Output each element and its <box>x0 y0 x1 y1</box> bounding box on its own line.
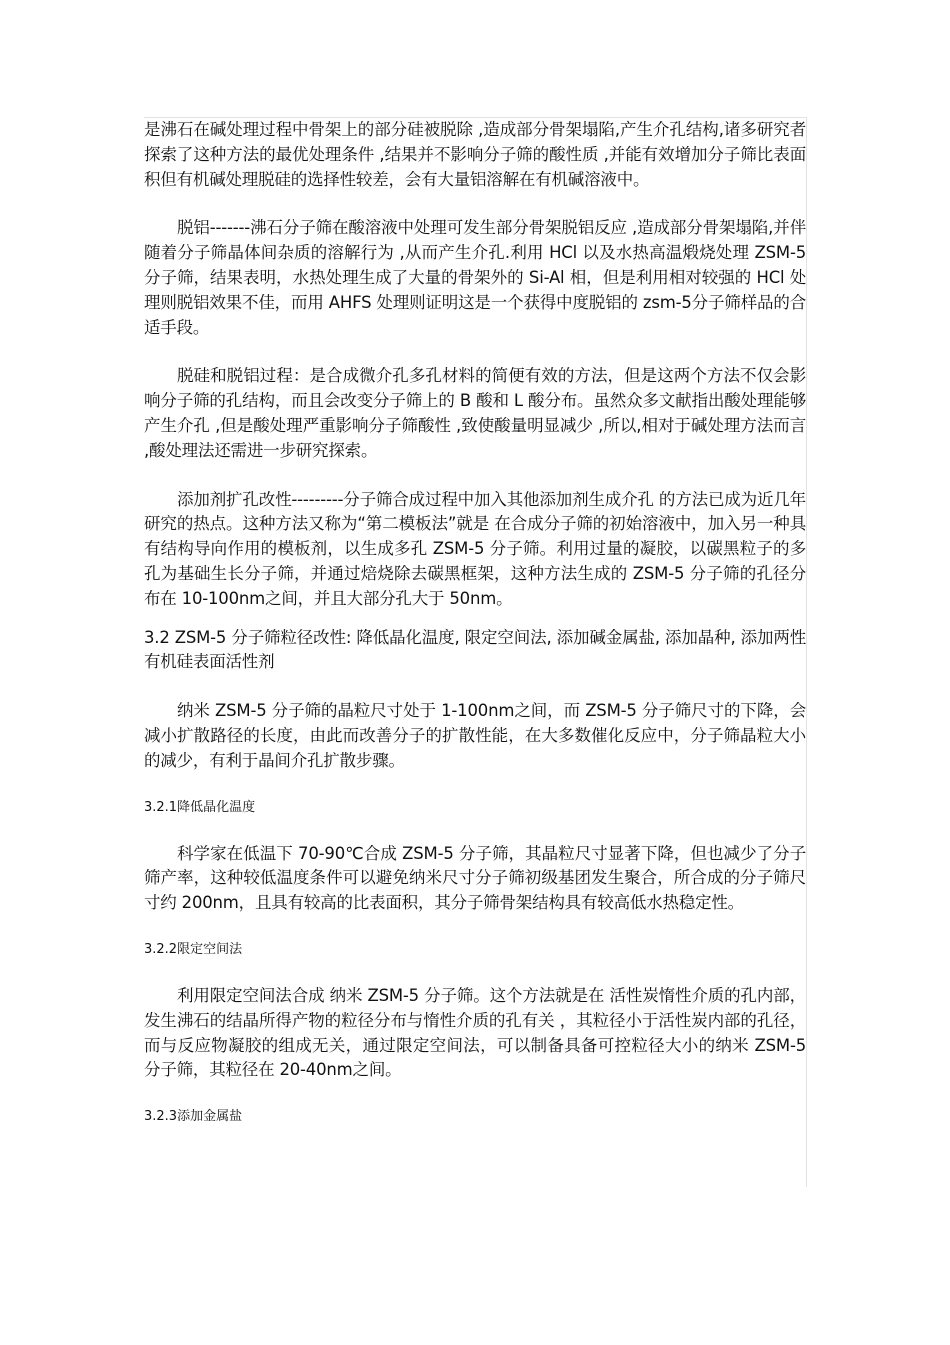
paragraph-additive-pore-expansion: 添加剂扩孔改性---------分子筛合成过程中加入其他添加剂生成介孔 的方法已成为近几年研究的热点。这种方法又称为“第二模板法”就是 在合成分子筛的初始溶液中，加入另一种具有结构导向作用的模板剂，以生成多孔 ZSM-5 分子筛。利用过量的凝胶，以碳黑粒子的多孔为基础生长分子筛，并通过焙烧除去碳黑框架，这种方法生成的 ZSM-5 分子筛的孔径分布在 10-100nm之间，并且大部分孔大于 50nm。 <box>144 489 806 608</box>
paragraph-desilication-dealumination: 脱硅和脱铝过程：是合成微介孔多孔材料的简便有效的方法，但是这两个方法不仅会影响分子筛的孔结构，而且会改变分子筛上的 B 酸和 L 酸分布。虽然众多文献指出酸处理能够产生介孔 ,但是酸处理严重影响分子筛酸性 ,致使酸量明显减少 ,所以,相对于碱处理方法而言 ,酸处理法还需进一步研究探索。 <box>144 366 806 460</box>
paragraph-alkali-treatment: 是沸石在碱处理过程中骨架上的部分硅被脱除 ,造成部分骨架塌陷,产生介孔结构,诸多研究者探索了这种方法的最优处理条件 ,结果并不影响分子筛的酸性质 ,并能有效增加分子筛比表面积但有机碱处理脱硅的选择性较差，会有大量铝溶解在有机碱溶液中。 <box>144 120 806 189</box>
subheading-3-2-2: 3.2.2限定空间法 <box>144 941 243 957</box>
document-page <box>144 118 806 1127</box>
subheading-3-2-1: 3.2.1降低晶化温度 <box>144 799 256 815</box>
paragraph-confined-space: 利用限定空间法合成 纳米 ZSM-5 分子筛。这个方法就是在 活性炭惰性介质的孔内部，发生沸石的结晶所得产物的粒径分布与惰性介质的孔有关 ，其粒径小于活性炭内部的孔径，而与反应物凝胶的组成无关，通过限定空间法，可以制备具备可控粒径大小的纳米 ZSM-5 分子筛，其粒径在 20-40nm之间。 <box>144 985 806 1080</box>
paragraph-low-temperature: 科学家在低温下 70-90℃合成 ZSM-5 分子筛，其晶粒尺寸显著下降，但也减少了分子筛产率，这种较低温度条件可以避免纳米尺寸分子筛初级基团发生聚合，所合成的分子筛尺寸约 200nm，且具有较高的比表面积，其分子筛骨架结构具有较高低水热稳定性。 <box>144 843 806 913</box>
paragraph-nano-zsm5: 纳米 ZSM-5 分子筛的晶粒尺寸处于 1-100nm之间，而 ZSM-5 分子筛尺寸的下降，会减小扩散路径的长度，由此而改善分子的扩散性能，在大多数催化反应中，分子筛晶粒大小的减少，有利于晶间介孔扩散步骤。 <box>144 701 806 770</box>
page-right-border <box>806 117 807 1187</box>
section-heading-3-2: 3.2 ZSM-5 分子筛粒径改性: 降低晶化温度, 限定空间法, 添加碱金属盐, 添加晶种, 添加两性有机硅表面活性剂 <box>144 627 806 672</box>
paragraph-dealumination: 脱铝-------沸石分子筛在酸溶液中处理可发生部分骨架脱铝反应 ,造成部分骨架塌陷,并伴随着分子筛晶体间杂质的溶解行为 ,从而产生介孔.利用 HCl 以及水热高温煅烧处理 ZSM-5 分子筛，结果表明，水热处理生成了大量的骨架外的 Si-Al 相，但是利用相对较强的 HCl 处理则脱铝效果不佳，而用 AHFS 处理则证明这是一个获得中度脱铝的 zsm-5分子筛样品的合适手段。 <box>144 218 806 337</box>
subheading-3-2-3: 3.2.3添加金属盐 <box>144 1109 243 1125</box>
